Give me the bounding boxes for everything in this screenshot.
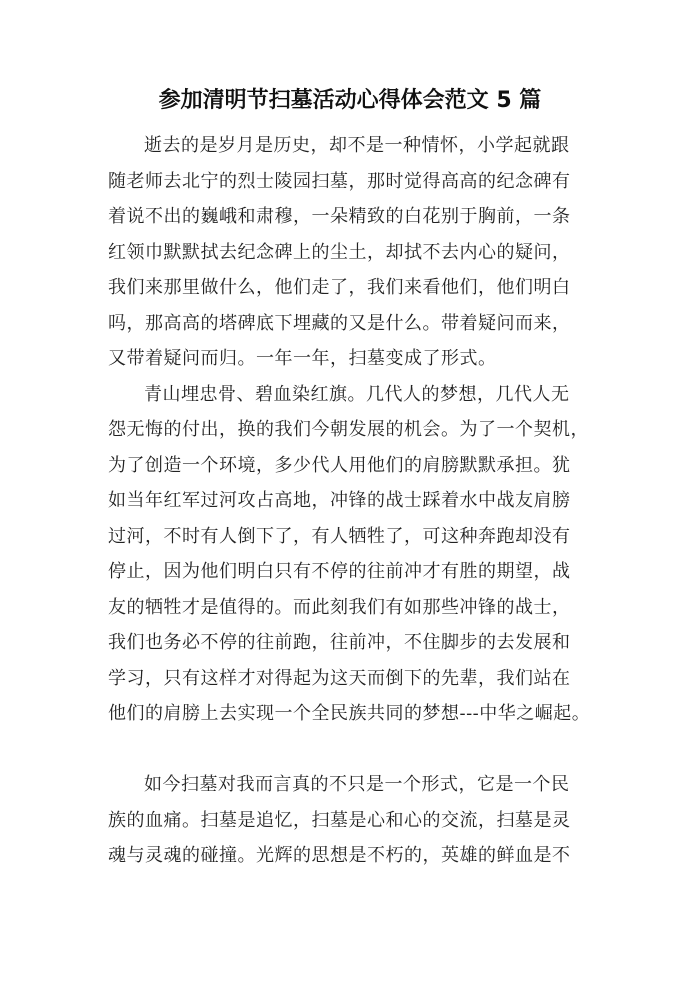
text-line: 如今扫墓对我而言真的不只是一个形式，它是一个民 — [144, 774, 570, 795]
text-line: 为了创造一个环境，多少代人用他们的肩膀默默承担。犹 — [108, 454, 571, 476]
text-line: 我们来那里做什么，他们走了，我们来看他们，他们明白 — [108, 277, 571, 298]
text-line: 逝去的是岁月是历史，却不是一种情怀，小学起就跟 — [144, 135, 570, 156]
paragraph-1 — [108, 128, 608, 377]
document-body — [108, 128, 608, 874]
text-line: 红领巾默默拭去纪念碑上的尘土，却拭不去内心的疑问， — [108, 241, 571, 263]
text-line: 学习，只有这样才对得起为这天而倒下的先辈，我们站在 — [108, 667, 571, 689]
paragraph-2 — [108, 377, 608, 732]
text-line: 停止，因为他们明白只有不停的往前冲才有胜的期望，战 — [108, 561, 571, 582]
text-line: 我们也务必不停的往前跑，往前冲，不住脚步的去发展和 — [108, 632, 571, 653]
text-line: 族的血痛。扫墓是追忆，扫墓是心和心的交流，扫墓是灵 — [108, 809, 571, 831]
text-line: 如当年红军过河攻占高地，冲锋的战士踩着水中战友肩膀 — [108, 490, 571, 511]
paragraph-3 — [108, 767, 608, 874]
page-title: 参加清明节扫墓活动心得体会范文 5 篇 — [158, 88, 542, 113]
text-line: 怨无悔的付出，换的我们今朝发展的机会。为了一个契机， — [108, 419, 589, 440]
text-line: 着说不出的巍峨和肃穆，一朵精致的白花别于胸前，一条 — [108, 206, 571, 227]
text-line: 魂与灵魂的碰撞。光辉的思想是不朽的，英雄的鲜血是不 — [108, 845, 571, 866]
text-line: 友的牺牲才是值得的。而此刻我们有如那些冲锋的战士， — [108, 596, 571, 618]
paragraph-gap — [108, 732, 608, 768]
text-line: 青山埋忠骨、碧血染红旗。几代人的梦想，几代人无 — [144, 383, 570, 405]
text-line: 他们的肩膀上去实现一个全民族共同的梦想---中华之崛起。 — [108, 703, 591, 724]
text-line: 过河，不时有人倒下了，有人牺牲了，可这种奔跑却没有 — [108, 525, 571, 547]
text-line: 又带着疑问而归。一年一年，扫墓变成了形式。 — [108, 348, 497, 369]
text-line: 随老师去北宁的烈士陵园扫墓，那时觉得高高的纪念碑有 — [108, 170, 571, 192]
text-line: 吗，那高高的塔碑底下埋藏的又是什么。带着疑问而来， — [108, 312, 571, 334]
